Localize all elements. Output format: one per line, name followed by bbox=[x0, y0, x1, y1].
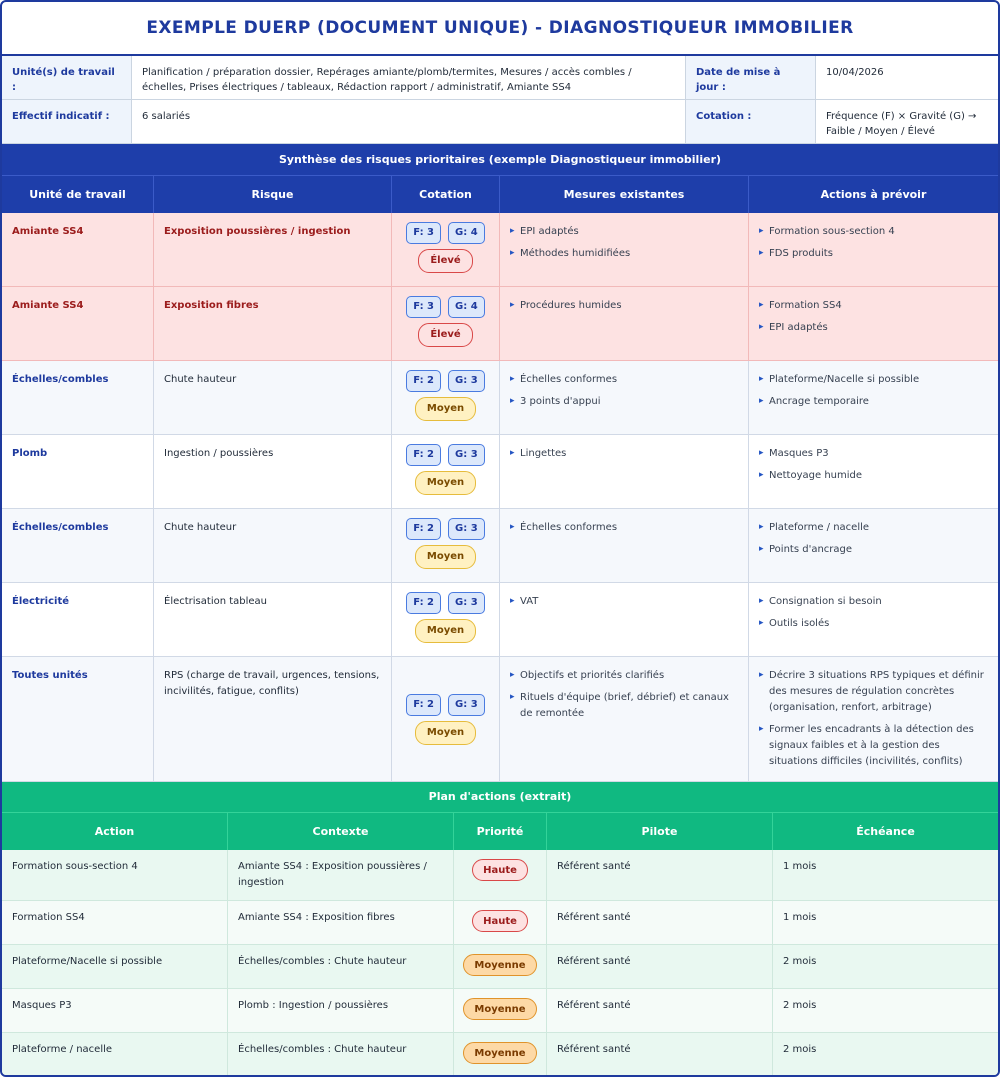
measures-list bbox=[510, 668, 738, 722]
plan-context-cell: Amiante SS4 : Exposition poussières / ingestion bbox=[228, 850, 454, 901]
list-item: ▸ Formation SS4 bbox=[759, 298, 988, 314]
units-value: Planification / préparation dossier, Repérages amiante/plomb/termites, Mesures / accès combles / échelles, Prises électriques / tableaux, Rédaction rapport / administratif, Amiante SS4 bbox=[132, 56, 686, 100]
risk-unit-cell: Électricité bbox=[2, 583, 154, 657]
actions-cell bbox=[749, 361, 998, 435]
plan-header-action: Action bbox=[2, 813, 228, 850]
actions-cell bbox=[749, 435, 998, 509]
list-item: ▸ Former les encadrants à la détection des signaux faibles et à la gestion des situations difficiles (incivilités, conflits) bbox=[759, 722, 988, 770]
risks-header-risk: Risque bbox=[154, 176, 392, 213]
plan-context-cell: Échelles/combles : Chute hauteur bbox=[228, 1033, 454, 1077]
list-item: ▸ Lingettes bbox=[510, 446, 738, 462]
rating-chips bbox=[406, 296, 484, 318]
level-badge: Moyen bbox=[415, 397, 476, 421]
table-row bbox=[2, 989, 998, 1033]
plan-due-cell: 1 mois bbox=[773, 901, 998, 945]
rating-chips bbox=[406, 222, 484, 244]
frequency-chip: F: 2 bbox=[406, 694, 441, 716]
table-row bbox=[2, 1033, 998, 1077]
staff-value: 6 salariés bbox=[132, 100, 686, 144]
actions-cell bbox=[749, 287, 998, 361]
plan-context-cell: Plomb : Ingestion / poussières bbox=[228, 989, 454, 1033]
gravity-chip: G: 3 bbox=[448, 370, 485, 392]
rating-cell bbox=[392, 287, 500, 361]
plan-context-cell: Échelles/combles : Chute hauteur bbox=[228, 945, 454, 989]
plan-due-cell: 2 mois bbox=[773, 1033, 998, 1077]
risks-table-body bbox=[2, 213, 998, 781]
list-item: ▸ EPI adaptés bbox=[510, 224, 738, 240]
list-item: ▸ Décrire 3 situations RPS typiques et définir des mesures de régulation concrètes (organisation, renfort, arbitrage) bbox=[759, 668, 988, 716]
table-row bbox=[2, 583, 998, 657]
rating-chips bbox=[406, 592, 484, 614]
list-item: ▸ Outils isolés bbox=[759, 616, 988, 632]
table-row bbox=[2, 361, 998, 435]
table-row bbox=[2, 213, 998, 287]
date-label: Date de mise à jour : bbox=[686, 56, 816, 100]
risks-header-unit: Unité de travail bbox=[2, 176, 154, 213]
table-row bbox=[2, 435, 998, 509]
rating-cell bbox=[392, 361, 500, 435]
frequency-chip: F: 3 bbox=[406, 296, 441, 318]
gravity-chip: G: 3 bbox=[448, 518, 485, 540]
plan-action-cell: Formation SS4 bbox=[2, 901, 228, 945]
plan-due-cell: 2 mois bbox=[773, 945, 998, 989]
table-row bbox=[2, 287, 998, 361]
list-item: ▸ Plateforme / nacelle bbox=[759, 520, 988, 536]
list-item: ▸ Formation sous-section 4 bbox=[759, 224, 988, 240]
risks-section-title: Synthèse des risques prioritaires (exemple Diagnostiqueur immobilier) bbox=[2, 144, 998, 176]
measures-cell bbox=[500, 435, 749, 509]
measures-list bbox=[510, 224, 738, 262]
priority-badge: Haute bbox=[472, 859, 528, 881]
risk-name-cell: Chute hauteur bbox=[154, 509, 392, 583]
level-badge: Moyen bbox=[415, 471, 476, 495]
actions-list bbox=[759, 446, 988, 484]
level-badge: Moyen bbox=[415, 721, 476, 745]
frequency-chip: F: 2 bbox=[406, 444, 441, 466]
rating-value: Fréquence (F) × Gravité (G) → Faible / Moyen / Élevé bbox=[816, 100, 998, 144]
plan-header-due: Échéance bbox=[773, 813, 998, 850]
actions-cell bbox=[749, 509, 998, 583]
measures-cell bbox=[500, 509, 749, 583]
plan-action-cell: Plateforme/Nacelle si possible bbox=[2, 945, 228, 989]
gravity-chip: G: 4 bbox=[448, 296, 485, 318]
table-row bbox=[2, 901, 998, 945]
gravity-chip: G: 3 bbox=[448, 592, 485, 614]
rating-label: Cotation : bbox=[686, 100, 816, 144]
risk-name-cell: Ingestion / poussières bbox=[154, 435, 392, 509]
measures-cell bbox=[500, 213, 749, 287]
gravity-chip: G: 3 bbox=[448, 444, 485, 466]
rating-cell bbox=[392, 435, 500, 509]
gravity-chip: G: 4 bbox=[448, 222, 485, 244]
plan-header-priority: Priorité bbox=[454, 813, 547, 850]
table-row bbox=[2, 945, 998, 989]
plan-due-cell: 2 mois bbox=[773, 989, 998, 1033]
rating-chips bbox=[406, 694, 484, 716]
list-item: ▸ Objectifs et priorités clarifiés bbox=[510, 668, 738, 684]
actions-list bbox=[759, 372, 988, 410]
actions-list bbox=[759, 520, 988, 558]
rating-cell bbox=[392, 657, 500, 782]
plan-priority-cell bbox=[454, 945, 547, 989]
measures-cell bbox=[500, 361, 749, 435]
level-badge: Élevé bbox=[418, 323, 472, 347]
plan-pilot-cell: Référent santé bbox=[547, 989, 773, 1033]
measures-cell bbox=[500, 287, 749, 361]
staff-label: Effectif indicatif : bbox=[2, 100, 132, 144]
list-item: ▸ Procédures humides bbox=[510, 298, 738, 314]
plan-table-header bbox=[2, 813, 998, 850]
risks-header-measures: Mesures existantes bbox=[500, 176, 749, 213]
table-row bbox=[2, 509, 998, 583]
rating-cell bbox=[392, 509, 500, 583]
list-item: ▸ Ancrage temporaire bbox=[759, 394, 988, 410]
plan-header-pilot: Pilote bbox=[547, 813, 773, 850]
actions-cell bbox=[749, 657, 998, 782]
frequency-chip: F: 3 bbox=[406, 222, 441, 244]
rating-chips bbox=[406, 518, 484, 540]
actions-list bbox=[759, 298, 988, 336]
risks-header-actions: Actions à prévoir bbox=[749, 176, 998, 213]
actions-list bbox=[759, 224, 988, 262]
plan-context-cell: Amiante SS4 : Exposition fibres bbox=[228, 901, 454, 945]
frequency-chip: F: 2 bbox=[406, 592, 441, 614]
date-value: 10/04/2026 bbox=[816, 56, 998, 100]
level-badge: Moyen bbox=[415, 619, 476, 643]
plan-action-cell: Formation sous-section 4 bbox=[2, 850, 228, 901]
list-item: ▸ Points d'ancrage bbox=[759, 542, 988, 558]
units-label: Unité(s) de travail : bbox=[2, 56, 132, 100]
level-badge: Élevé bbox=[418, 249, 472, 273]
list-item: ▸ Échelles conformes bbox=[510, 372, 738, 388]
list-item: ▸ Nettoyage humide bbox=[759, 468, 988, 484]
measures-cell bbox=[500, 657, 749, 782]
level-badge: Moyen bbox=[415, 545, 476, 569]
plan-priority-cell bbox=[454, 901, 547, 945]
priority-badge: Moyenne bbox=[463, 1042, 536, 1064]
frequency-chip: F: 2 bbox=[406, 518, 441, 540]
risk-unit-cell: Échelles/combles bbox=[2, 361, 154, 435]
table-row bbox=[2, 850, 998, 901]
risk-name-cell: Exposition fibres bbox=[154, 287, 392, 361]
list-item: ▸ EPI adaptés bbox=[759, 320, 988, 336]
actions-cell bbox=[749, 583, 998, 657]
list-item: ▸ Plateforme/Nacelle si possible bbox=[759, 372, 988, 388]
risk-unit-cell: Plomb bbox=[2, 435, 154, 509]
risk-unit-cell: Amiante SS4 bbox=[2, 213, 154, 287]
risks-header-rating: Cotation bbox=[392, 176, 500, 213]
risk-name-cell: RPS (charge de travail, urgences, tensions, incivilités, fatigue, conflits) bbox=[154, 657, 392, 782]
rating-cell bbox=[392, 213, 500, 287]
list-item: ▸ VAT bbox=[510, 594, 738, 610]
frequency-chip: F: 2 bbox=[406, 370, 441, 392]
page-title: EXEMPLE DUERP (DOCUMENT UNIQUE) - DIAGNOSTIQUEUR IMMOBILIER bbox=[2, 2, 998, 56]
plan-priority-cell bbox=[454, 1033, 547, 1077]
priority-badge: Moyenne bbox=[463, 954, 536, 976]
measures-list bbox=[510, 446, 738, 462]
actions-list bbox=[759, 668, 988, 770]
measures-cell bbox=[500, 583, 749, 657]
plan-header-context: Contexte bbox=[228, 813, 454, 850]
risk-unit-cell: Amiante SS4 bbox=[2, 287, 154, 361]
measures-list bbox=[510, 298, 738, 314]
risk-name-cell: Électrisation tableau bbox=[154, 583, 392, 657]
plan-section-title: Plan d'actions (extrait) bbox=[2, 781, 998, 813]
rating-chips bbox=[406, 370, 484, 392]
list-item: ▸ FDS produits bbox=[759, 246, 988, 262]
priority-badge: Moyenne bbox=[463, 998, 536, 1020]
actions-list bbox=[759, 594, 988, 632]
plan-table-body bbox=[2, 850, 998, 1077]
actions-cell bbox=[749, 213, 998, 287]
measures-list bbox=[510, 372, 738, 410]
rating-cell bbox=[392, 583, 500, 657]
gravity-chip: G: 3 bbox=[448, 694, 485, 716]
risk-name-cell: Chute hauteur bbox=[154, 361, 392, 435]
plan-priority-cell bbox=[454, 850, 547, 901]
plan-due-cell: 1 mois bbox=[773, 850, 998, 901]
risk-unit-cell: Échelles/combles bbox=[2, 509, 154, 583]
plan-action-cell: Plateforme / nacelle bbox=[2, 1033, 228, 1077]
plan-priority-cell bbox=[454, 989, 547, 1033]
risk-name-cell: Exposition poussières / ingestion bbox=[154, 213, 392, 287]
priority-badge: Haute bbox=[472, 910, 528, 932]
risk-unit-cell: Toutes unités bbox=[2, 657, 154, 782]
plan-pilot-cell: Référent santé bbox=[547, 901, 773, 945]
measures-list bbox=[510, 594, 738, 610]
list-item: ▸ Échelles conformes bbox=[510, 520, 738, 536]
list-item: ▸ Consignation si besoin bbox=[759, 594, 988, 610]
rating-chips bbox=[406, 444, 484, 466]
risks-table-header bbox=[2, 176, 998, 213]
table-row bbox=[2, 657, 998, 781]
list-item: ▸ Méthodes humidifiées bbox=[510, 246, 738, 262]
measures-list bbox=[510, 520, 738, 536]
list-item: ▸ Masques P3 bbox=[759, 446, 988, 462]
list-item: ▸ Rituels d'équipe (brief, débrief) et canaux de remontée bbox=[510, 690, 738, 722]
plan-action-cell: Masques P3 bbox=[2, 989, 228, 1033]
list-item: ▸ 3 points d'appui bbox=[510, 394, 738, 410]
plan-pilot-cell: Référent santé bbox=[547, 1033, 773, 1077]
meta-grid bbox=[2, 56, 998, 144]
plan-pilot-cell: Référent santé bbox=[547, 945, 773, 989]
plan-pilot-cell: Référent santé bbox=[547, 850, 773, 901]
